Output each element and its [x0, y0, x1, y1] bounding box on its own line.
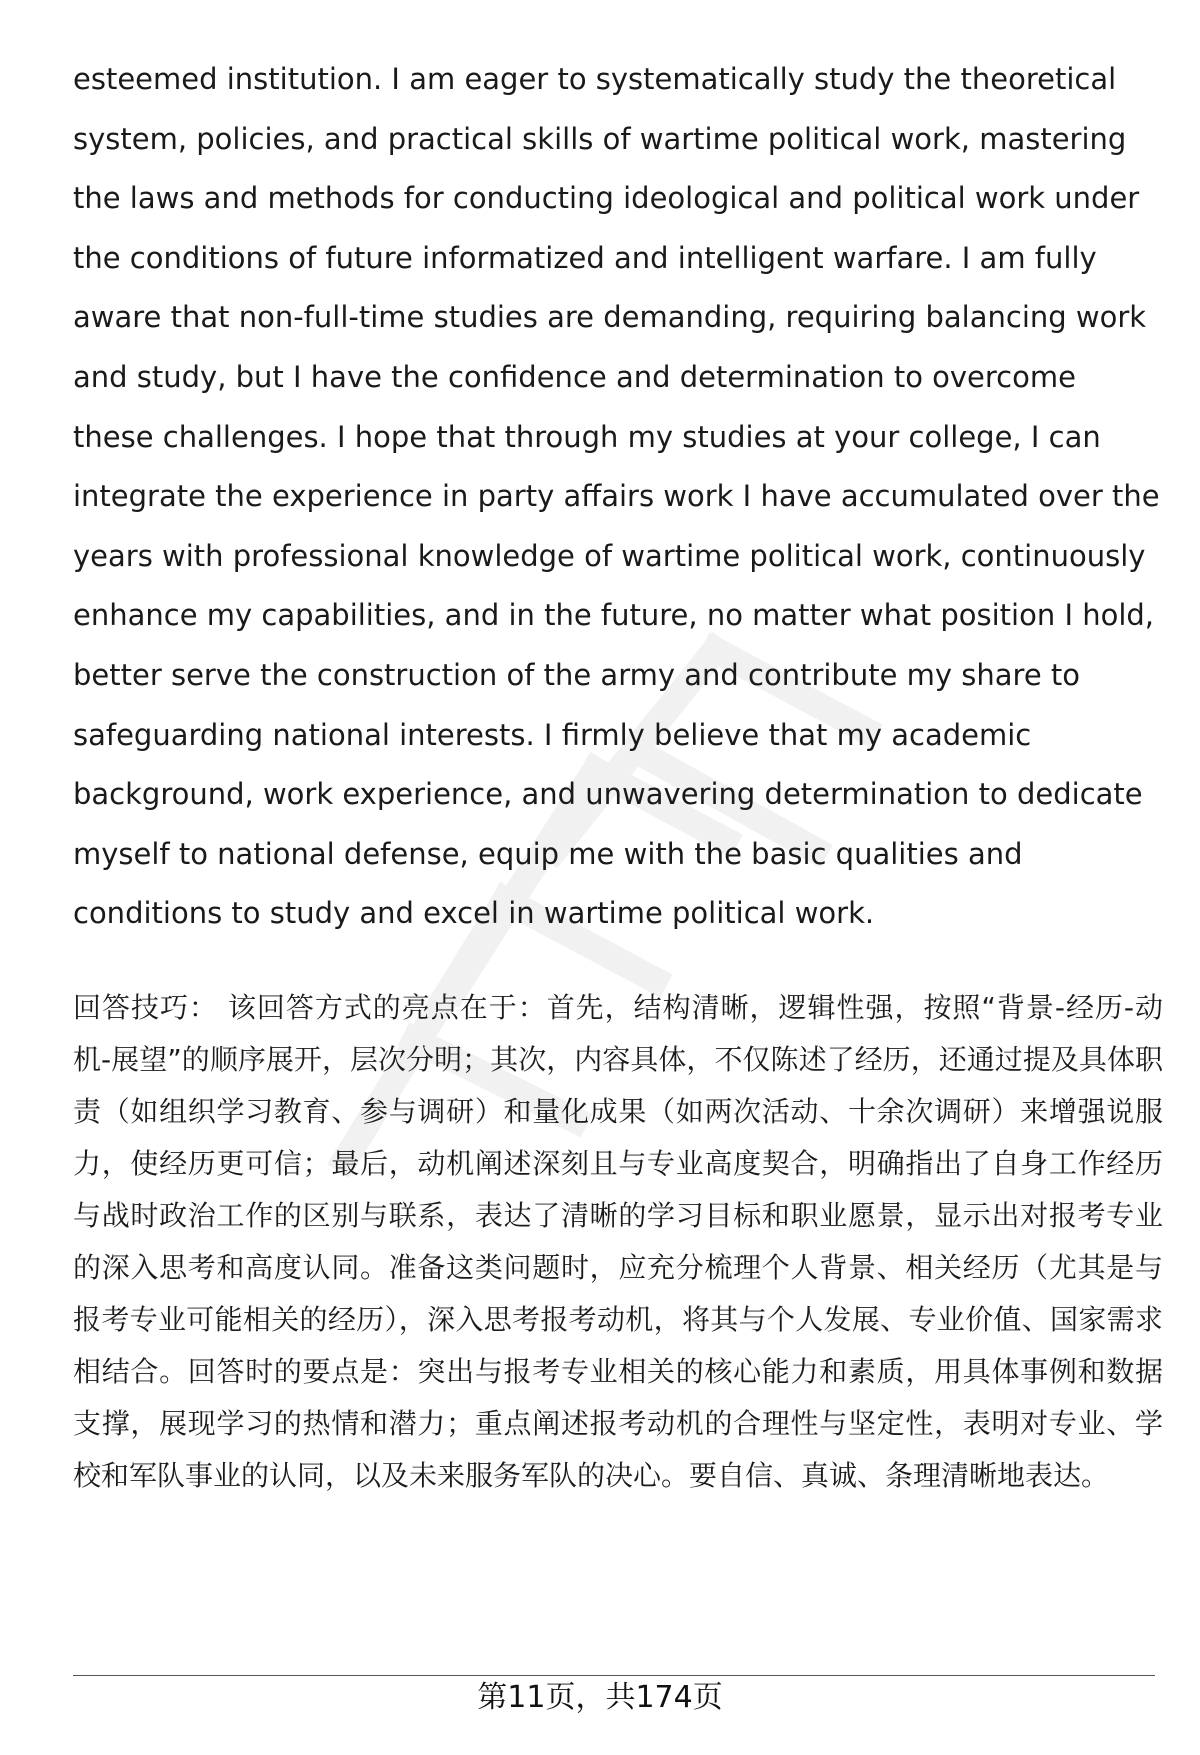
answer-tips-text: 该回答方式的亮点在于：首先，结构清晰，逻辑性强，按照“背景-经历-动机-展望”的顺序展开，层次分明；其次，内容具体，不仅陈述了经历，还通过提及具体职责（如组织学习教育、参与调研）和量化成果（如两次活动、十余次调研）来增强说服力，使经历更可信；最后，动机阐述深刻且与专业高度契合，明确指出了自身工作经历与战时政治工作的区别与联系，表达了清晰的学习目标和职业愿景，显示出对报考专业的深入思考和高度认同。准备这类问题时，应充分梳理个人背景、相关经历（尤其是与报考专业可能相关的经历），深入思考报考动机，将其与个人发展、专业价值、国家需求相结合。回答时的要点是：突出与报考专业相关的核心能力和素质，用具体事例和数据支撑，展现学习的热情和潜力；重点阐述报考动机的合理性与坚定性，表明对专业、学校和军队事业的认同，以及未来服务军队的决心。要自信、真诚、条理清晰地表达。 — [73, 990, 1163, 1492]
page-number-label: 第11页，共174页 — [477, 1680, 723, 1715]
english-answer-paragraph: esteemed institution. I am eager to systematically study the theoretical system, policies, and practical skills of wartime political work, mastering the laws and methods for conducting ideological and political work under the conditions of future informatized and intelligent warfare. I am fully aware that non-full-time studies are demanding, requiring balancing work and study, but I have the confidence and determination to overcome these challenges. I hope that through my studies at your college, I can integrate the experience in party affairs work I have accumulated over the years with professional knowledge of wartime political work, continuously enhance my capabilities, and in the future, no matter what position I hold, better serve the construction of the army and contribute my share to safeguarding national interests. I firmly believe that my academic background, work experience, and unwavering determination to dedicate myself to national defense, equip me with the basic qualities and conditions to study and excel in wartime political work. — [73, 62, 1160, 931]
answer-tips-paragraph — [73, 982, 1163, 1502]
answer-tips-label: 回答技巧： — [73, 990, 218, 1024]
footer-divider — [73, 1675, 1155, 1676]
page-body — [73, 50, 1163, 1502]
